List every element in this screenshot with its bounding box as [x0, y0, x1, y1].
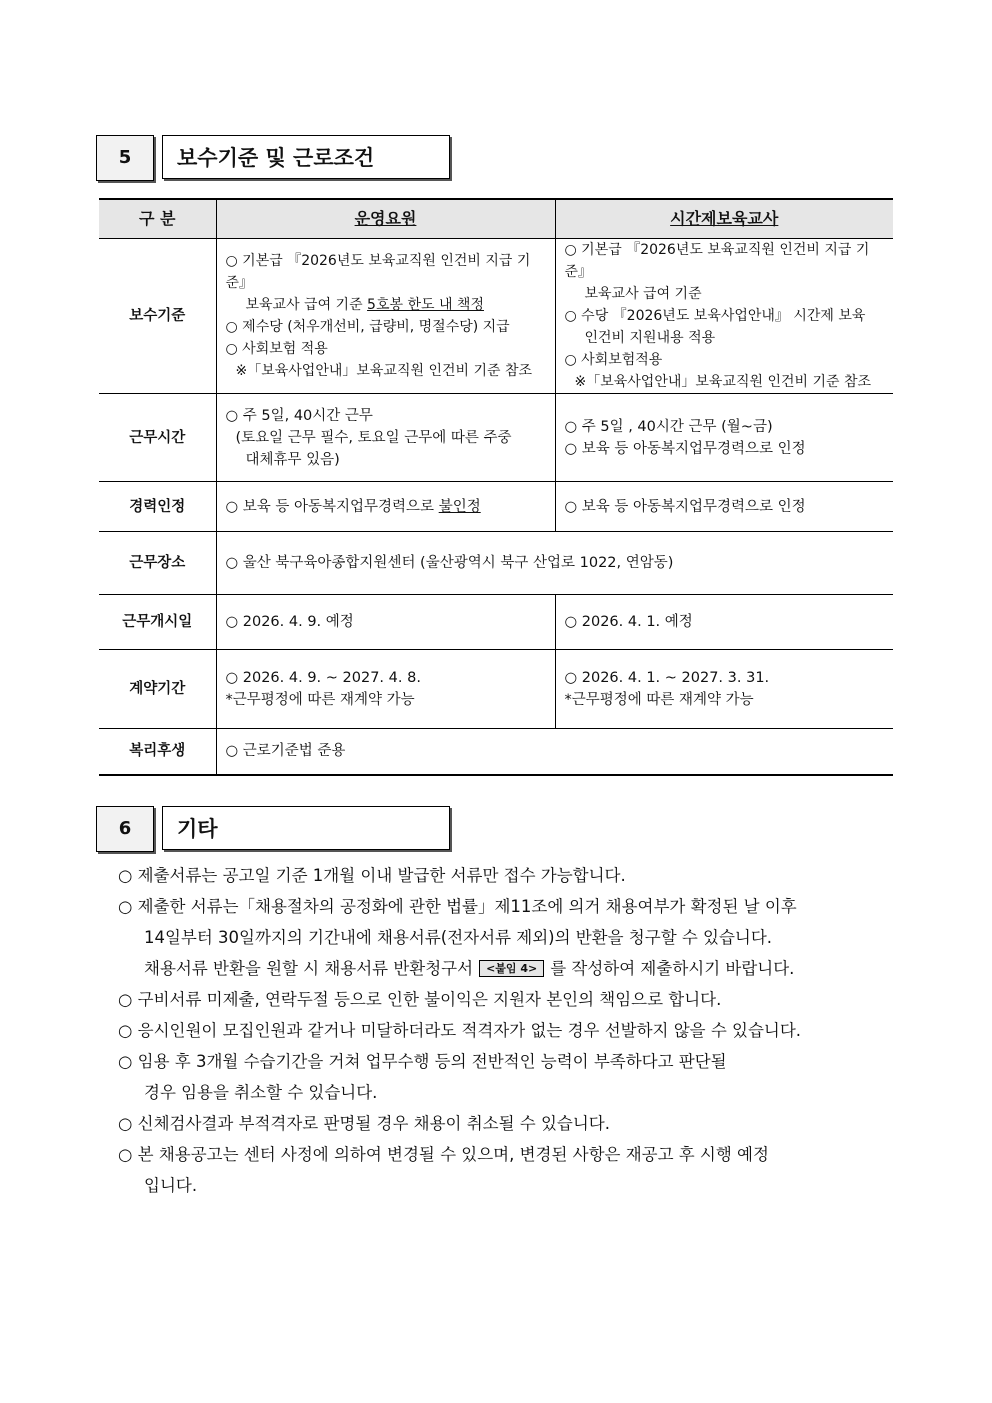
notes-list: [118, 860, 898, 1201]
header-parttime-teacher: 시간제보육교사: [555, 199, 893, 239]
section-title: 보수기준 및 근로조건: [162, 135, 450, 179]
contract-operator: ○ 2026. 4. 9. ~ 2027. 4. 8. *근무평정에 따른 재계약 가능: [216, 650, 555, 729]
list-item-continued: 경우 임용을 취소할 수 있습니다.: [144, 1083, 378, 1102]
start-parttime: ○ 2026. 4. 1. 예정: [555, 595, 893, 650]
career-parttime: ○ 보육 등 아동복지업무경력으로 인정: [555, 482, 893, 532]
career-operator: ○ 보육 등 아동복지업무경력으로 불인정: [216, 482, 555, 532]
header-category: 구 분: [99, 199, 216, 239]
row-label: 복리후생: [99, 729, 216, 775]
list-item: ○ 구비서류 미제출, 연락두절 등으로 인한 불이익은 지원자 본인의 책임으로 합니다.: [118, 990, 722, 1009]
row-career: [99, 482, 893, 532]
row-pay: [99, 239, 893, 394]
list-item: ○ 제출서류는 공고일 기준 1개월 이내 발급한 서류만 접수 가능합니다.: [118, 866, 626, 885]
table-header-row: [99, 199, 893, 239]
row-label: 계약기간: [99, 650, 216, 729]
row-label: 근무시간: [99, 394, 216, 482]
row-label: 근무장소: [99, 532, 216, 595]
pay-parttime: ○ 기본급 『2026년도 보육교직원 인건비 지급 기준』 보육교사 급여 기준 ○ 수당 『2026년도 보육사업안내』 시간제 보육 인건비 지원내용 적용 ○ 사회보험적용 ※「보육사업안내」보육교직원 인건비 기준 참조: [555, 239, 893, 394]
section-number: 6: [96, 806, 154, 852]
row-welfare: [99, 729, 893, 775]
list-item: ○ 신체검사결과 부적격자로 판명될 경우 채용이 취소될 수 있습니다.: [118, 1114, 610, 1133]
list-item: ○ 응시인원이 모집인원과 같거나 미달하더라도 적격자가 없는 경우 선발하지 않을 수 있습니다.: [118, 1021, 802, 1040]
row-start: [99, 595, 893, 650]
section-title: 기타: [162, 806, 450, 850]
welfare-value: ○ 근로기준법 준용: [216, 729, 893, 775]
contract-parttime: ○ 2026. 4. 1. ~ 2027. 3. 31. *근무평정에 따른 재계약 가능: [555, 650, 893, 729]
row-hours: [99, 394, 893, 482]
row-contract: [99, 650, 893, 729]
row-label: 경력인정: [99, 482, 216, 532]
pay-operator: ○ 기본급 『2026년도 보육교직원 인건비 지급 기준』 보육교사 급여 기준 5호봉 한도 내 책정 ○ 제수당 (처우개선비, 급량비, 명절수당) 지급 ○ 사회보험 적용 ※「보육사업안내」보육교직원 인건비 기준 참조: [216, 239, 555, 394]
list-item: ○ 제출한 서류는「채용절차의 공정화에 관한 법률」제11조에 의거 채용여부가 확정된 날 이후: [118, 897, 797, 916]
list-item-continued: 입니다.: [144, 1176, 198, 1195]
hours-parttime: ○ 주 5일 , 40시간 근무 (월~금) ○ 보육 등 아동복지업무경력으로 인정: [555, 394, 893, 482]
attachment-tag: <붙임 4>: [479, 960, 544, 977]
conditions-table: [99, 198, 893, 776]
section-number: 5: [96, 135, 154, 181]
header-operator: 운영요원: [216, 199, 555, 239]
list-item: ○ 본 채용공고는 센터 사정에 의하여 변경될 수 있으며, 변경된 사항은 재공고 후 시행 예정: [118, 1145, 769, 1164]
hours-operator: ○ 주 5일, 40시간 근무 (토요일 근무 필수, 토요일 근무에 따른 주중 대체휴무 있음): [216, 394, 555, 482]
row-label: 보수기준: [99, 239, 216, 394]
list-item-continued: 채용서류 반환을 원할 시 채용서류 반환청구서 <붙임 4> 를 작성하여 제출하시기 바랍니다.: [144, 959, 795, 978]
place-value: ○ 울산 북구육아종합지원센터 (울산광역시 북구 산업로 1022, 연암동): [216, 532, 893, 595]
list-item: ○ 임용 후 3개월 수습기간을 거쳐 업무수행 등의 전반적인 능력이 부족하다고 판단될: [118, 1052, 727, 1071]
start-operator: ○ 2026. 4. 9. 예정: [216, 595, 555, 650]
list-item-continued: 14일부터 30일까지의 기간내에 채용서류(전자서류 제외)의 반환을 청구할 수 있습니다.: [144, 928, 773, 947]
row-place: [99, 532, 893, 595]
row-label: 근무개시일: [99, 595, 216, 650]
